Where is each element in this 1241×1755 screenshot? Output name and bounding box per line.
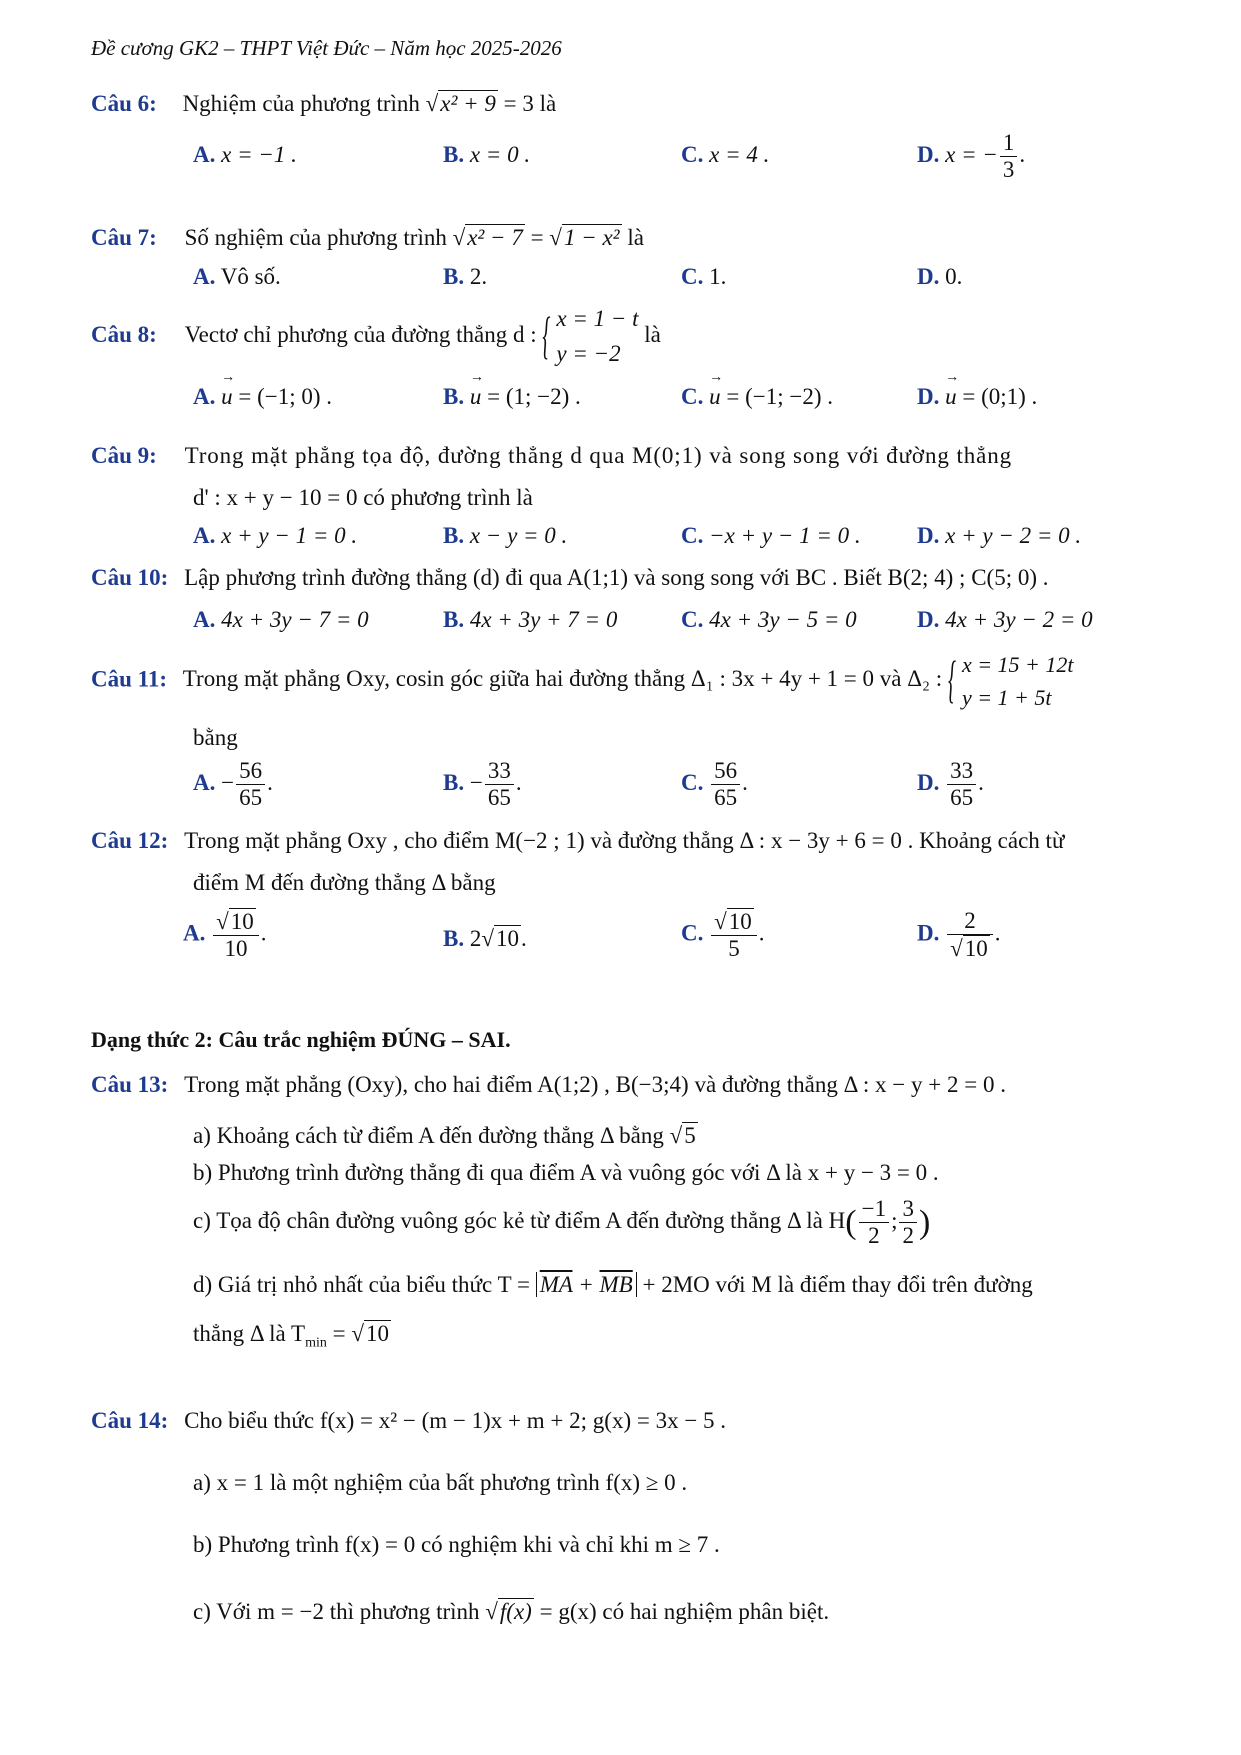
question-10: Câu 10: Lập phương trình đường thẳng (d) đi qua A(1;1) và song song với BC . Biết B(2; 4) ; C(5; 0) .: [91, 565, 1049, 590]
question-7: Câu 7: Số nghiệm của phương trình √x² − 7 = √1 − x² là: [91, 225, 644, 250]
option-b[interactable]: B. 2√10.: [443, 926, 527, 951]
question-8: Câu 8: Vectơ chỉ phương của đường thẳng d : { x = 1 − t y = −2 là: [91, 302, 661, 371]
question-11-line2: bằng: [193, 725, 238, 750]
statement-c[interactable]: c) Tọa độ chân đường vuông góc kẻ từ điểm A đến đường thẳng Δ là H( $\frac{-1}{2}$ ; $\frac{3}{2}$ ): [193, 1196, 931, 1249]
option-a[interactable]: A. → u = (−1; 0) .: [193, 384, 332, 410]
question-tail: = 3 là: [503, 91, 557, 116]
option-d[interactable]: D. x = − $\frac{1}{3}$ .: [917, 130, 1026, 183]
option-d[interactable]: D. $\frac{2}{√10}$ .: [917, 908, 1001, 962]
option-c[interactable]: C. 4x + 3y − 5 = 0: [681, 607, 857, 632]
option-d[interactable]: D. $\frac{33}{65}$ .: [917, 758, 984, 811]
question-6: Câu 6: Nghiệm của phương trình √x² + 9 = 3 là: [91, 91, 557, 116]
option-a[interactable]: A. $\frac{√10}{10}$ .: [183, 909, 267, 962]
option-a[interactable]: A. 4x + 3y − 7 = 0: [193, 607, 369, 632]
option-d[interactable]: D. 4x + 3y − 2 = 0: [917, 607, 1093, 632]
option-b[interactable]: B. x = 0 .: [443, 142, 531, 167]
option-d[interactable]: D. → u = (0;1) .: [917, 384, 1037, 410]
option-b[interactable]: B. 4x + 3y + 7 = 0: [443, 607, 618, 632]
option-b[interactable]: B. 2.: [443, 264, 488, 289]
statement-c[interactable]: c) Với m = −2 thì phương trình √f(x) = g(x) có hai nghiệm phân biệt.: [193, 1599, 830, 1624]
question-label: Câu 6:: [91, 91, 157, 116]
option-c[interactable]: C. 1.: [681, 264, 727, 289]
statement-b[interactable]: b) Phương trình f(x) = 0 có nghiệm khi và chỉ khi m ≥ 7 .: [193, 1532, 720, 1557]
statement-d[interactable]: d) Giá trị nhỏ nhất của biểu thức $T = \overline{MA} + \overline{MB} + 2MO$ với M là điểm thay đổi trên đường: [193, 1272, 1033, 1297]
option-a[interactable]: A. Vô số.: [193, 264, 281, 289]
statement-b[interactable]: b) Phương trình đường thẳng đi qua điểm A và vuông góc với Δ là x + y − 3 = 0 .: [193, 1160, 939, 1185]
option-c[interactable]: C. x = 4 .: [681, 142, 770, 167]
statement-a[interactable]: a) x = 1 là một nghiệm của bất phương trình f(x) ≥ 0 .: [193, 1470, 688, 1495]
option-a[interactable]: A. x + y − 1 = 0 .: [193, 523, 358, 548]
option-b[interactable]: B. x − y = 0 .: [443, 523, 568, 548]
question-9: Câu 9: Trong mặt phẳng tọa độ, đường thẳng d qua M(0;1) và song song với đường thẳng: [91, 443, 1013, 468]
page-header: Đề cương GK2 – THPT Việt Đức – Năm học 2025-2026: [91, 36, 562, 60]
option-a[interactable]: A. x = −1 .: [193, 142, 297, 167]
question-14: Câu 14: Cho biểu thức f(x) = x² − (m − 1)x + m + 2; g(x) = 3x − 5 .: [91, 1408, 727, 1433]
option-a[interactable]: A. − $\frac{56}{65}$ .: [193, 758, 273, 811]
option-b[interactable]: B. − $\frac{33}{65}$ .: [443, 758, 522, 811]
question-9-line2: d' : x + y − 10 = 0 có phương trình là: [193, 485, 533, 510]
statement-d-line2: thẳng Δ là $T_{min} = √10$: [193, 1321, 389, 1351]
option-b[interactable]: B. → u = (1; −2) .: [443, 384, 581, 410]
question-12: Câu 12: Trong mặt phẳng Oxy , cho điểm M(−2 ; 1) và đường thẳng Δ : x − 3y + 6 = 0 . Khoảng cách từ: [91, 828, 1065, 853]
option-c[interactable]: C. → u = (−1; −2) .: [681, 384, 833, 410]
question-12-line2: điểm M đến đường thẳng Δ bằng: [193, 870, 496, 895]
option-c[interactable]: C. $\frac{√10}{5}$ .: [681, 909, 765, 962]
question-text: Nghiệm của phương trình: [182, 91, 420, 116]
option-d[interactable]: D. x + y − 2 = 0 .: [917, 523, 1082, 548]
option-c[interactable]: C. −x + y − 1 = 0 .: [681, 523, 861, 548]
section-title: Dạng thức 2: Câu trắc nghiệm ĐÚNG – SAI.: [91, 1027, 511, 1052]
question-13: Câu 13: Trong mặt phẳng (Oxy), cho hai điểm A(1;2) , B(−3;4) và đường thẳng Δ : x − y + 2 = 0 .: [91, 1072, 1006, 1097]
option-c[interactable]: C. $\frac{56}{65}$ .: [681, 758, 748, 811]
statement-a[interactable]: a) Khoảng cách từ điểm A đến đường thẳng Δ bằng √5: [193, 1123, 696, 1148]
question-11: Câu 11: Trong mặt phẳng Oxy, cosin góc giữa hai đường thẳng Δ₁ : 3x + 4y + 1 = 0 và Δ₂ : { x = 15 + 12t y = 1 + 5t: [91, 648, 1074, 714]
option-d[interactable]: D. 0.: [917, 264, 963, 289]
radicand: x² + 9: [440, 91, 496, 116]
